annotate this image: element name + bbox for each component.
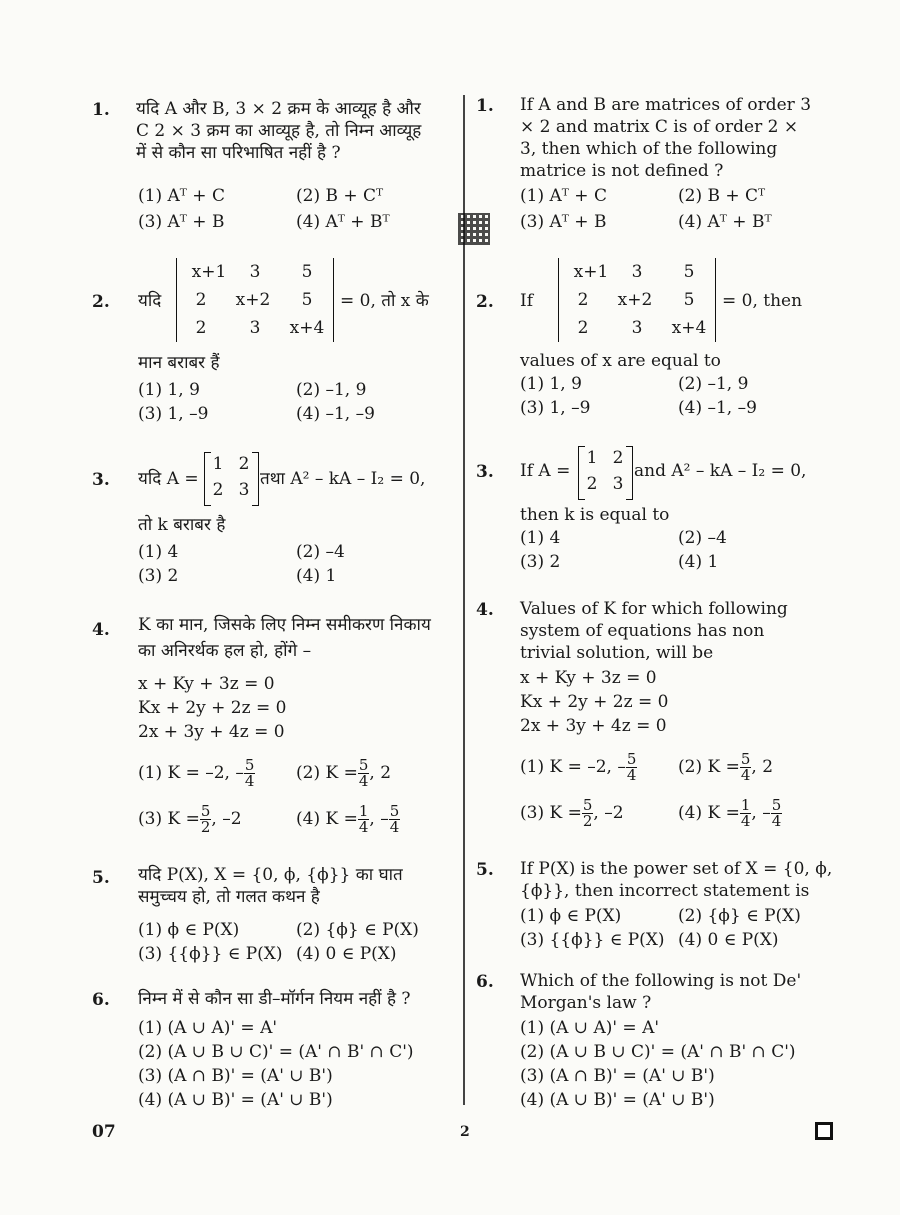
- numerator: 5: [358, 756, 369, 774]
- option: (1) (A ∪ A)' = A': [138, 1018, 278, 1038]
- question-number: 5.: [476, 860, 494, 880]
- option-mid: , –: [369, 809, 389, 829]
- option: (3) (A ∩ B)' = (A' ∪ B'): [520, 1066, 715, 1086]
- question-text: तो k बराबर है: [138, 515, 226, 535]
- option: [520, 798, 624, 829]
- option-tail: , –2: [593, 803, 624, 823]
- matrix-cell: 2: [577, 318, 589, 338]
- matrix-cell: x+2: [617, 290, 653, 310]
- question-number: 4.: [92, 620, 110, 640]
- option: (1) (A ∪ A)' = A': [520, 1018, 660, 1038]
- option: (2) (A ∪ B ∪ C)' = (A' ∩ B' ∩ C'): [520, 1042, 796, 1062]
- matrix-cell: 2: [586, 474, 598, 494]
- numerator: 5: [389, 802, 400, 820]
- numerator: 5: [582, 796, 593, 814]
- question-number: 3.: [476, 462, 494, 482]
- option: (3) (A ∩ B)' = (A' ∪ B'): [138, 1066, 333, 1086]
- matrix-cell: 2: [195, 318, 207, 338]
- question-text: If A =: [520, 461, 571, 481]
- matrix-cell: 3: [238, 480, 250, 500]
- page-number: 2: [460, 1124, 470, 1140]
- option: (4) 1: [296, 566, 337, 586]
- qr-code-icon: [458, 213, 490, 245]
- fraction: [358, 804, 370, 835]
- option: [296, 758, 391, 789]
- matrix-cell: 1: [586, 448, 598, 468]
- denominator: 2: [200, 818, 211, 836]
- option: (2) –1, 9: [678, 374, 749, 394]
- question-number: 5.: [92, 868, 110, 888]
- question-number: 6.: [476, 972, 494, 992]
- matrix-cell: 5: [301, 262, 313, 282]
- question-text: If: [520, 291, 534, 311]
- numerator: 5: [244, 756, 255, 774]
- option: (1) 4: [520, 528, 561, 548]
- question-text: = 0, then: [722, 291, 803, 311]
- option-tail: , 2: [751, 757, 774, 777]
- question-text: मान बराबर हैं: [138, 353, 220, 373]
- option: (2) (A ∪ B ∪ C)' = (A' ∩ B' ∩ C'): [138, 1042, 414, 1062]
- option: (1) 1, 9: [520, 374, 582, 394]
- question-text: Values of K for which following system of equations has non trivial solution, will be: [520, 599, 788, 663]
- question-number: 6.: [92, 990, 110, 1010]
- option: (2) –4: [678, 528, 727, 548]
- fraction: [389, 804, 401, 835]
- fraction: [244, 758, 256, 789]
- option: (4) Aᵀ + Bᵀ: [678, 212, 772, 232]
- fraction: [771, 798, 783, 829]
- equation: 2x + 3y + 4z = 0: [520, 716, 667, 736]
- matrix-cell: x+1: [191, 262, 227, 282]
- denominator: 4: [244, 772, 255, 790]
- fraction: [740, 798, 752, 829]
- denominator: 4: [626, 766, 637, 784]
- option-tail: , –2: [211, 809, 242, 829]
- matrix-cell: x+1: [573, 262, 609, 282]
- question-number: 3.: [92, 470, 110, 490]
- question-text: तथा A² – kA – I₂ = 0,: [260, 469, 426, 489]
- denominator: 4: [389, 818, 400, 836]
- option-label: (4) K =: [678, 803, 740, 823]
- matrix-cell: 2: [238, 454, 250, 474]
- equation: Kx + 2y + 2z = 0: [520, 692, 669, 712]
- matrix-bracket: [626, 446, 633, 500]
- option: [678, 752, 773, 783]
- question-text: K का मान, जिसके लिए निम्न समीकरण निकाय का अनिरर्थक हल हो, होंगे –: [138, 615, 431, 661]
- option: (2) {ϕ} ∈ P(X): [296, 920, 419, 940]
- numerator: 5: [771, 796, 782, 814]
- question-text: निम्न में से कौन सा डी–मॉर्गन नियम नहीं है ?: [138, 989, 411, 1009]
- denominator: 2: [582, 812, 593, 830]
- option: (1) 4: [138, 542, 179, 562]
- matrix-cell: x+4: [289, 318, 325, 338]
- matrix-cell: 1: [212, 454, 224, 474]
- matrix-cell: 2: [612, 448, 624, 468]
- option: (4) 0 ∈ P(X): [296, 944, 397, 964]
- equation: Kx + 2y + 2z = 0: [138, 698, 287, 718]
- question-text: यदि A =: [138, 469, 199, 489]
- fraction: [358, 758, 370, 789]
- matrix-cell: x+2: [235, 290, 271, 310]
- option: (2) B + Cᵀ: [296, 186, 384, 206]
- fraction: [740, 752, 752, 783]
- matrix-cell: 5: [683, 262, 695, 282]
- option: [296, 804, 400, 835]
- question-number: 4.: [476, 600, 494, 620]
- square-marker-icon: [815, 1122, 833, 1140]
- option: (4) 0 ∈ P(X): [678, 930, 779, 950]
- question-text: यदि: [138, 291, 162, 311]
- fraction: [626, 752, 638, 783]
- option: (3) Aᵀ + B: [520, 212, 607, 232]
- equation: x + Ky + 3z = 0: [520, 668, 657, 688]
- question-text: If P(X) is the power set of X = {0, ϕ, {ϕ}}, then incorrect statement is: [520, 859, 833, 901]
- matrix-cell: 3: [249, 262, 261, 282]
- option: [678, 798, 782, 829]
- option: (1) ϕ ∈ P(X): [520, 906, 622, 926]
- matrix-cell: 2: [577, 290, 589, 310]
- option: (3) 2: [520, 552, 561, 572]
- column-divider: [463, 95, 465, 1105]
- matrix-cell: x+4: [671, 318, 707, 338]
- denominator: 4: [771, 812, 782, 830]
- option: (1) 1, 9: [138, 380, 200, 400]
- fraction: [582, 798, 594, 829]
- option: (4) –1, –9: [678, 398, 757, 418]
- equation: x + Ky + 3z = 0: [138, 674, 275, 694]
- matrix-bracket: [252, 452, 259, 506]
- option: (2) {ϕ} ∈ P(X): [678, 906, 801, 926]
- fraction: [200, 804, 212, 835]
- denominator: 4: [358, 772, 369, 790]
- option: (4) (A ∪ B)' = (A' ∪ B'): [138, 1090, 333, 1110]
- option: (3) 2: [138, 566, 179, 586]
- denominator: 4: [358, 818, 369, 836]
- option: [138, 804, 242, 835]
- question-text: यदि A और B, 3 × 2 क्रम के आव्यूह है और C 2 × 3 क्रम का आव्यूह है, तो निम्न आव्यूह में से कौन सा परिभाषित नहीं है ?: [136, 99, 422, 163]
- determinant: [558, 258, 716, 342]
- question-number: 2.: [476, 292, 494, 312]
- numerator: 1: [740, 796, 751, 814]
- option: (3) {{ϕ}} ∈ P(X): [520, 930, 665, 950]
- numerator: 5: [740, 750, 751, 768]
- numerator: 1: [358, 802, 369, 820]
- option-tail: , 2: [369, 763, 392, 783]
- option: (1) ϕ ∈ P(X): [138, 920, 240, 940]
- matrix-cell: 5: [683, 290, 695, 310]
- option-label: (3) K =: [520, 803, 582, 823]
- question-number: 2.: [92, 292, 110, 312]
- question-text: Which of the following is not De' Morgan's law ?: [520, 971, 802, 1013]
- option: (3) Aᵀ + B: [138, 212, 225, 232]
- option: [138, 758, 255, 789]
- option: (1) Aᵀ + C: [138, 186, 225, 206]
- option: (4) 1: [678, 552, 719, 572]
- numerator: 5: [626, 750, 637, 768]
- option: (4) Aᵀ + Bᵀ: [296, 212, 390, 232]
- question-text: and A² – kA – I₂ = 0,: [634, 461, 807, 481]
- option-label: (1) K = –2, –: [520, 757, 626, 777]
- option: [520, 752, 637, 783]
- question-text: values of x are equal to: [520, 351, 721, 371]
- matrix-cell: 2: [195, 290, 207, 310]
- question-text: then k is equal to: [520, 505, 670, 525]
- numerator: 5: [200, 802, 211, 820]
- option: (1) Aᵀ + C: [520, 186, 607, 206]
- option-label: (3) K =: [138, 809, 200, 829]
- denominator: 4: [740, 766, 751, 784]
- option-label: (1) K = –2, –: [138, 763, 244, 783]
- paper-code: 07: [92, 1122, 116, 1142]
- question-number: 1.: [92, 100, 110, 120]
- option: (3) 1, –9: [138, 404, 209, 424]
- equation: 2x + 3y + 4z = 0: [138, 722, 285, 742]
- option-label: (4) K =: [296, 809, 358, 829]
- question-text: यदि P(X), X = {0, ϕ, {ϕ}} का घात समुच्चय हो, तो गलत कथन है: [138, 865, 403, 907]
- option: (2) –1, 9: [296, 380, 367, 400]
- question-text: = 0, तो x के: [340, 291, 429, 311]
- option-label: (2) K =: [678, 757, 740, 777]
- matrix-cell: 3: [631, 318, 643, 338]
- matrix-cell: 2: [212, 480, 224, 500]
- matrix-cell: 3: [612, 474, 624, 494]
- option: (2) –4: [296, 542, 345, 562]
- determinant: [176, 258, 334, 342]
- matrix-cell: 3: [249, 318, 261, 338]
- option: (3) {{ϕ}} ∈ P(X): [138, 944, 283, 964]
- matrix-cell: 5: [301, 290, 313, 310]
- question-number: 1.: [476, 96, 494, 116]
- matrix-cell: 3: [631, 262, 643, 282]
- option: (3) 1, –9: [520, 398, 591, 418]
- option: (2) B + Cᵀ: [678, 186, 766, 206]
- option-label: (2) K =: [296, 763, 358, 783]
- option: (4) (A ∪ B)' = (A' ∪ B'): [520, 1090, 715, 1110]
- option: (4) –1, –9: [296, 404, 375, 424]
- question-text: If A and B are matrices of order 3 × 2 and matrix C is of order 2 × 3, then which of the following matrice is not defined ?: [520, 95, 812, 181]
- option-mid: , –: [751, 803, 771, 823]
- denominator: 4: [740, 812, 751, 830]
